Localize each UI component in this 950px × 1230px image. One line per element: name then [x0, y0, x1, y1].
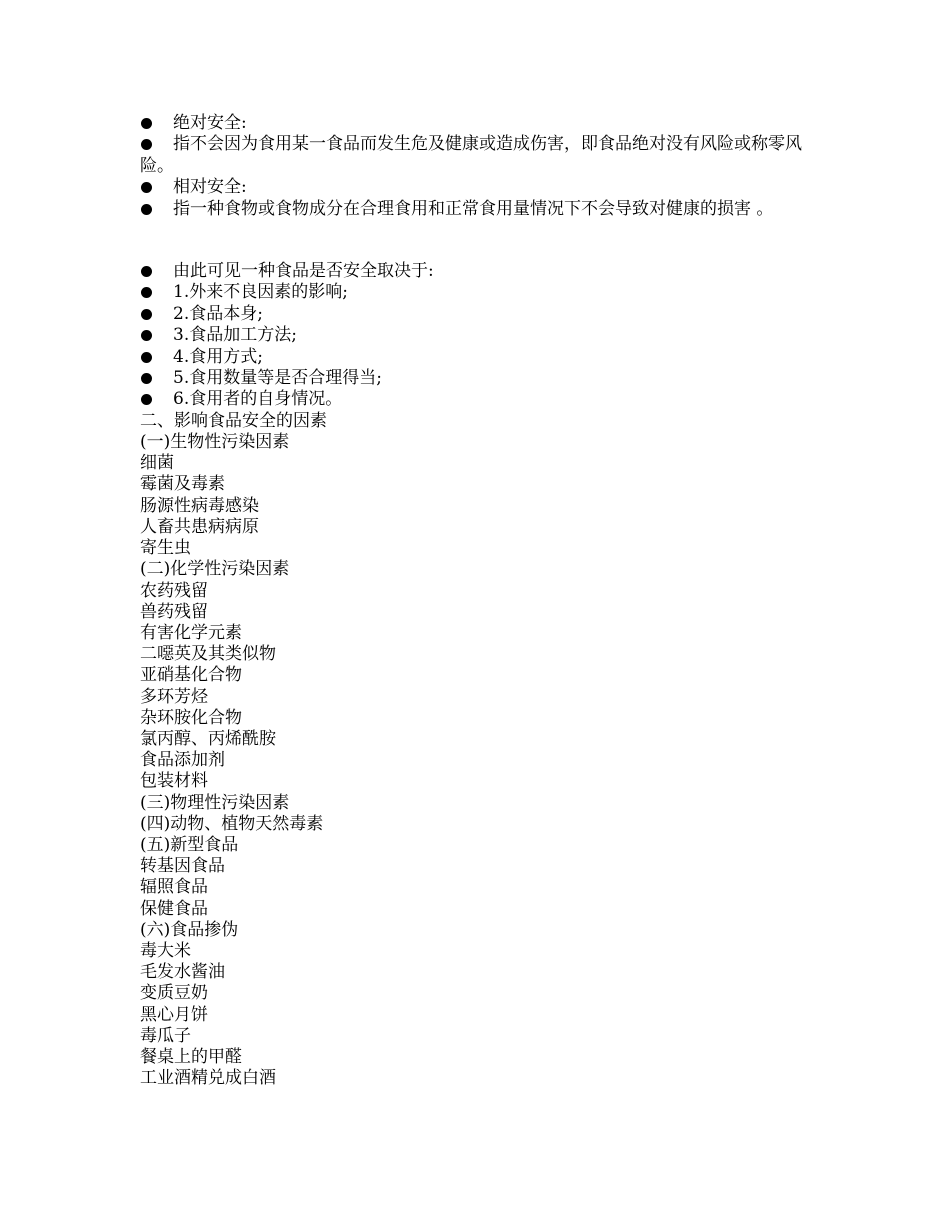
factor-text: 由此可见一种食品是否安全取决于: [173, 261, 434, 282]
bullet-icon [141, 182, 152, 193]
text-line: 亚硝基化合物 [140, 665, 242, 686]
text-line: 毒瓜子 [140, 1025, 191, 1046]
definition-text: 指一种食物或食物成分在合理食用和正常食用量情况下不会导致对健康的损害 。 [173, 198, 774, 219]
text-line: 兽药残留 [140, 601, 208, 622]
list-item [140, 368, 830, 389]
definition-text: 绝对安全: [173, 113, 247, 133]
text-line: 黑心月饼 [140, 1004, 208, 1025]
bullet-icon [141, 266, 152, 277]
text-line: 人畜共患病病原 [140, 516, 259, 537]
list-item [140, 325, 830, 346]
text-line: 多环芳烃 [140, 686, 208, 707]
content-lines [140, 411, 830, 1090]
text-line: 保健食品 [140, 898, 208, 919]
text-line: 包装材料 [140, 771, 208, 792]
text-line: (三)物理性污染因素 [140, 792, 290, 813]
text-line: 辐照食品 [140, 877, 208, 898]
text-line: 有害化学元素 [140, 622, 242, 643]
bullet-icon [141, 309, 152, 320]
text-line: 工业酒精兑成白酒 [140, 1068, 276, 1089]
text-line: 杂环胺化合物 [140, 707, 242, 728]
text-line: 二噁英及其类似物 [140, 644, 276, 665]
bullet-icon [141, 373, 152, 384]
text-line: 霉菌及毒素 [140, 474, 225, 495]
factor-text: 6.食用者的自身情况。 [173, 389, 343, 410]
bullet-icon [141, 139, 152, 150]
text-line: 转基因食品 [140, 856, 225, 877]
text-line: 氯丙醇、丙烯酰胺 [140, 728, 276, 749]
text-line: 餐桌上的甲醛 [140, 1046, 242, 1067]
text-line: 食品添加剂 [140, 750, 225, 771]
text-line: 毛发水酱油 [140, 962, 225, 983]
text-line: (二)化学性污染因素 [140, 559, 290, 580]
definition-text: 相对安全: [173, 177, 247, 198]
factor-text: 5.食用数量等是否合理得当; [173, 368, 382, 389]
definition-text: 指不会因为食用某一食品而发生危及健康或造成伤害，即食品绝对没有风险或称零风险。 [140, 134, 802, 176]
factor-text: 3.食品加工方法; [173, 325, 297, 346]
list-item [140, 113, 830, 134]
list-item [140, 347, 830, 368]
text-line: 农药残留 [140, 580, 208, 601]
list-item [140, 389, 830, 410]
bullet-icon [141, 204, 152, 215]
list-item [140, 282, 830, 303]
text-line: (一)生物性污染因素 [140, 432, 290, 453]
factors-list [140, 261, 830, 411]
text-line: (五)新型食品 [140, 834, 239, 855]
factor-text: 4.食用方式; [173, 346, 263, 367]
text-line: (六)食品掺伪 [140, 919, 239, 940]
bullet-icon [141, 352, 152, 363]
bullet-icon [141, 118, 152, 129]
factor-text: 2.食品本身; [173, 303, 263, 324]
list-item [140, 304, 830, 325]
text-line: (四)动物、植物天然毒素 [140, 813, 324, 834]
definitions-list [140, 113, 830, 220]
text-line: 寄生虫 [140, 538, 191, 559]
factor-text: 1.外来不良因素的影响; [173, 282, 348, 303]
text-line: 二、影响食品安全的因素 [140, 410, 327, 431]
text-line: 毒大米 [140, 940, 191, 961]
bullet-icon [141, 330, 152, 341]
spacer [140, 220, 830, 261]
document-page [140, 113, 830, 1089]
list-item [140, 177, 830, 198]
text-line: 细菌 [140, 453, 174, 474]
text-line: 变质豆奶 [140, 983, 208, 1004]
list-item [140, 134, 830, 177]
text-line: 肠源性病毒感染 [140, 495, 259, 516]
list-item [140, 261, 830, 282]
bullet-icon [141, 394, 152, 405]
bullet-icon [141, 287, 152, 298]
list-item [140, 199, 830, 220]
